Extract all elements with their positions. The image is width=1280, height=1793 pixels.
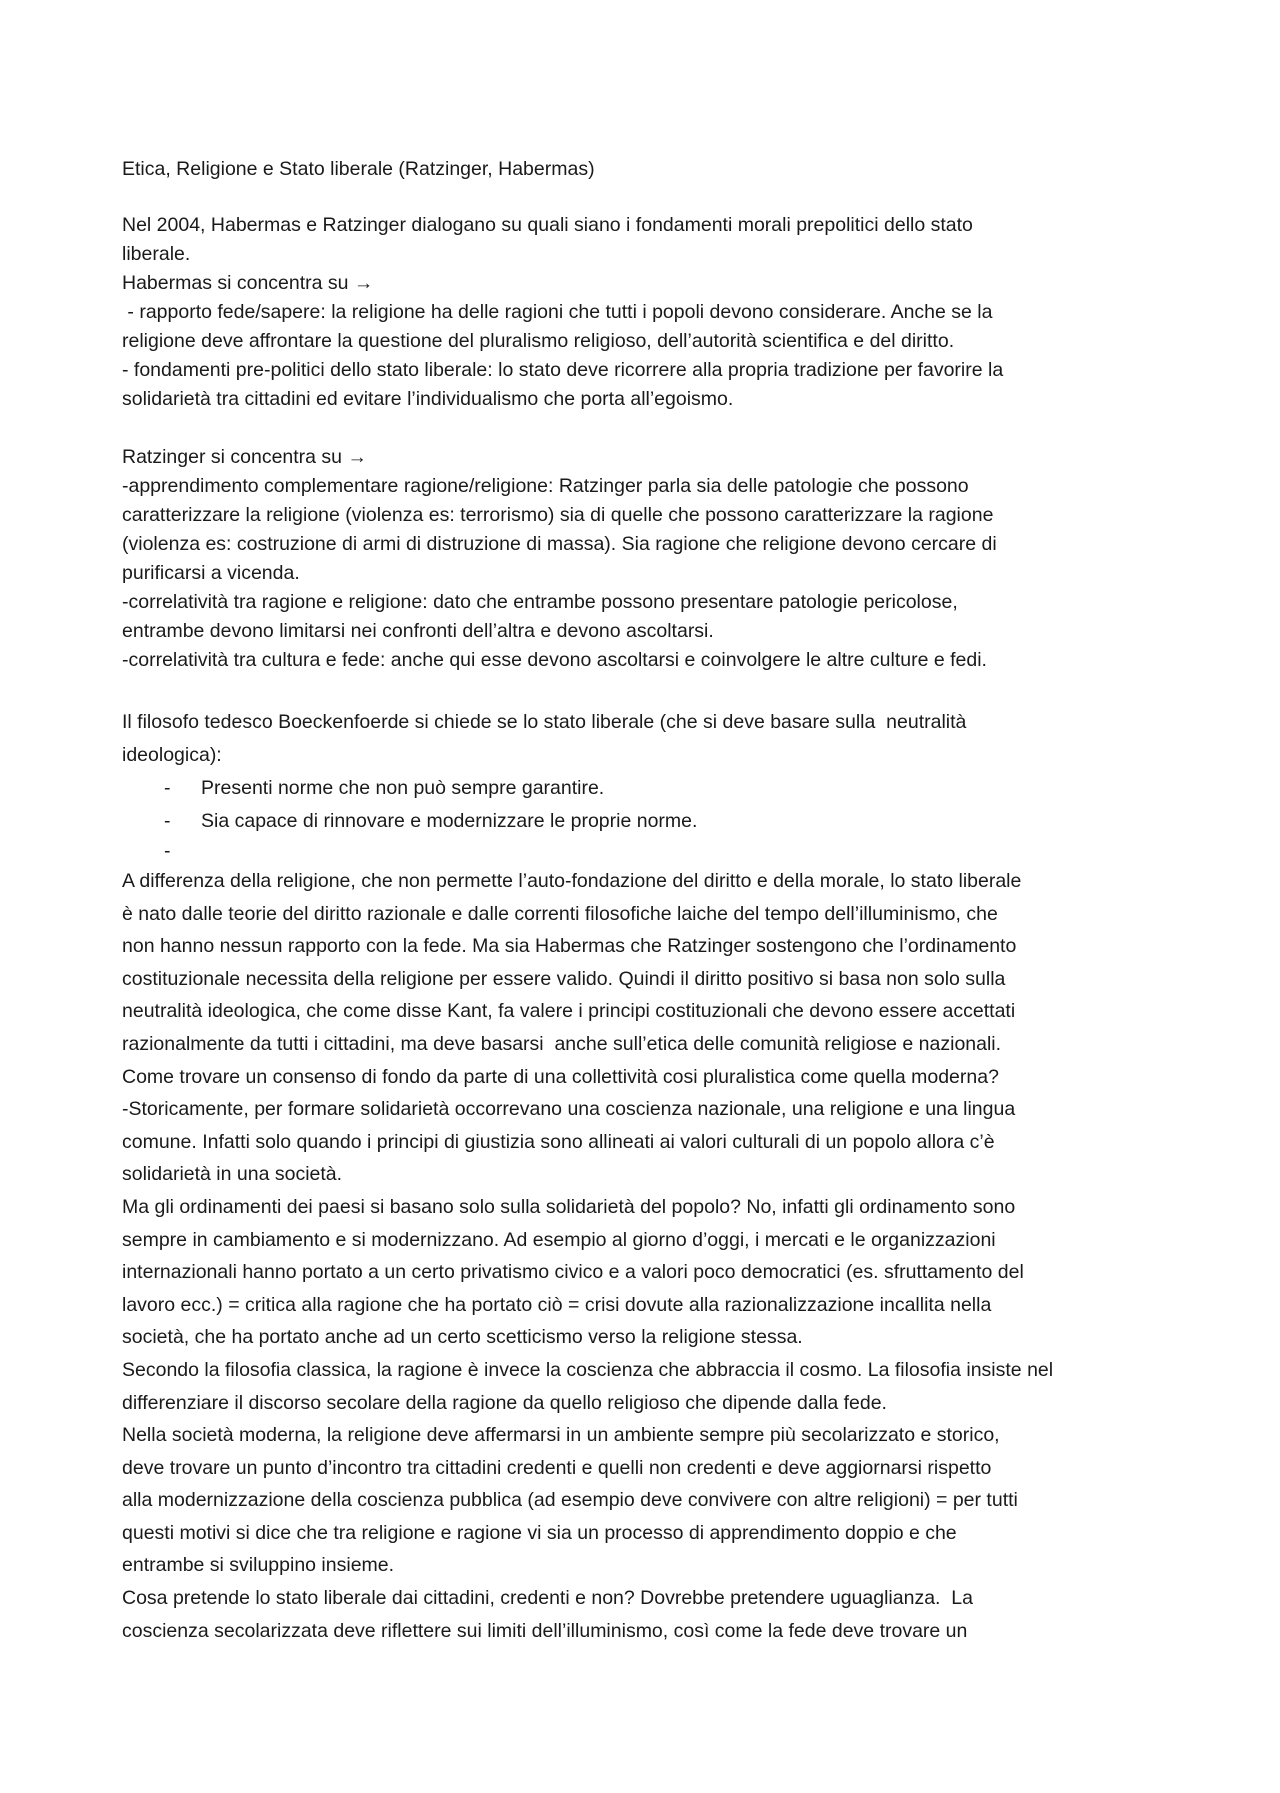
bullet-dash: -	[164, 840, 171, 862]
list-item	[164, 772, 1167, 805]
document-title: Etica, Religione e Stato liberale (Ratzinger, Habermas)	[122, 158, 595, 180]
text-line: religione deve affrontare la questione del pluralismo religioso, dell’autorità scientifica e del diritto.	[122, 330, 955, 352]
text-line: -correlatività tra ragione e religione: dato che entrambe possono presentare patologie pericolose,	[122, 591, 958, 613]
text-line: non hanno nessun rapporto con la fede. Ma sia Habermas che Ratzinger sostengono che l’ordinamento	[122, 935, 1017, 958]
text-line: -correlatività tra cultura e fede: anche qui esse devono ascoltarsi e coinvolgere le altre culture e fedi.	[122, 649, 987, 671]
text-line: neutralità ideologica, che come disse Kant, fa valere i principi costituzionali che devono essere accettati	[122, 1000, 1016, 1023]
text-line: Ratzinger si concentra su →	[122, 446, 367, 468]
text-line: purificarsi a vicenda.	[122, 562, 300, 584]
list-item-text: Sia capace di rinnovare e modernizzare le proprie norme.	[201, 810, 698, 832]
text-line: comune. Infatti solo quando i principi di giustizia sono allineati ai valori culturali di un popolo allora c’è	[122, 1130, 995, 1153]
text-line: Ma gli ordinamenti dei paesi si basano solo sulla solidarietà del popolo? No, infatti gli ordinamento sono	[122, 1195, 1016, 1218]
text-line: -Storicamente, per formare solidarietà occorrevano una coscienza nazionale, una religione e una lingua	[122, 1098, 1016, 1121]
text-line: differenziare il discorso secolare della ragione da quello religioso che dipende dalla fede.	[122, 1391, 887, 1414]
bullet-dash: -	[164, 810, 171, 832]
text-line: - rapporto fede/sapere: la religione ha delle ragioni che tutti i popoli devono considerare. Anche se la	[122, 301, 993, 323]
bullet-list	[122, 772, 1167, 865]
text-line: è nato dalle teorie del diritto razionale e dalle correnti filosofiche laiche del tempo dell’illuminismo, che	[122, 902, 998, 925]
text-line: Come trovare un consenso di fondo da parte di una collettività cosi pluralistica come quella moderna?	[122, 1065, 999, 1088]
text-line: Habermas si concentra su →	[122, 272, 374, 294]
text-line: (violenza es: costruzione di armi di distruzione di massa). Sia ragione che religione devono cercare di	[122, 533, 997, 555]
text-line: -apprendimento complementare ragione/religione: Ratzinger parla sia delle patologie che possono	[122, 475, 969, 497]
text-line: solidarietà in una società.	[122, 1163, 343, 1186]
text-line: lavoro ecc.) = critica alla ragione che ha portato ciò = crisi dovute alla razionalizzazione incallita nella	[122, 1293, 992, 1316]
text-line: costituzionale necessita della religione per essere valido. Quindi il diritto positivo si basa non solo sulla	[122, 967, 1006, 990]
list-item-text: Presenti norme che non può sempre garantire.	[201, 777, 605, 799]
document-page	[122, 155, 1167, 1647]
list-item	[164, 838, 1167, 865]
bullet-dash: -	[164, 777, 171, 799]
text-line: deve trovare un punto d’incontro tra cittadini credenti e quelli non credenti e deve aggiornarsi rispetto	[122, 1456, 992, 1479]
text-line: Nella società moderna, la religione deve affermarsi in un ambiente sempre più secolarizzato e storico,	[122, 1424, 1000, 1447]
text-line: coscienza secolarizzata deve riflettere sui limiti dell’illuminismo, così come la fede deve trovare un	[122, 1619, 968, 1642]
text-line: Il filosofo tedesco Boeckenfoerde si chiede se lo stato liberale (che si deve basare sulla neutralità	[122, 711, 967, 733]
text-line: Cosa pretende lo stato liberale dai cittadini, credenti e non? Dovrebbe pretendere uguaglianza. La	[122, 1587, 973, 1610]
text-line: - fondamenti pre-politici dello stato liberale: lo stato deve ricorrere alla propria tradizione per favorire la	[122, 359, 1004, 381]
text-line: solidarietà tra cittadini ed evitare l’individualismo che porta all’egoismo.	[122, 388, 734, 410]
text-line: Nel 2004, Habermas e Ratzinger dialogano su quali siano i fondamenti morali prepolitici dello stato	[122, 214, 973, 236]
ratzinger-section	[122, 443, 1167, 675]
paragraph-gap	[122, 675, 1167, 706]
boeckenfoerde-section	[122, 706, 1167, 865]
main-discussion-section	[122, 865, 1167, 1647]
text-line: entrambe devono limitarsi nei confronti dell’altra e devono ascoltarsi.	[122, 620, 714, 642]
text-line: liberale.	[122, 243, 191, 265]
text-line: entrambe si sviluppino insieme.	[122, 1554, 395, 1577]
habermas-section	[122, 211, 1167, 414]
text-line: A differenza della religione, che non permette l’auto-fondazione del diritto e della morale, lo stato liberale	[122, 870, 1022, 892]
text-line: ideologica):	[122, 744, 222, 766]
text-line: società, che ha portato anche ad un certo scetticismo verso la religione stessa.	[122, 1326, 803, 1349]
text-line: razionalmente da tutti i cittadini, ma deve basarsi anche sull’etica delle comunità religiose e nazionali.	[122, 1032, 1002, 1055]
text-line: alla modernizzazione della coscienza pubblica (ad esempio deve convivere con altre religioni) = per tutti	[122, 1489, 1018, 1512]
text-line: sempre in cambiamento e si modernizzano. Ad esempio al giorno d’oggi, i mercati e le organizzazioni	[122, 1228, 996, 1251]
paragraph-gap	[122, 414, 1167, 443]
text-line: caratterizzare la religione (violenza es: terrorismo) sia di quelle che possono caratterizzare la ragione	[122, 504, 994, 526]
text-line: Secondo la filosofia classica, la ragione è invece la coscienza che abbraccia il cosmo. La filosofia insiste nel	[122, 1358, 1054, 1381]
text-line: questi motivi si dice che tra religione e ragione vi sia un processo di apprendimento doppio e che	[122, 1521, 957, 1544]
list-item	[164, 805, 1167, 838]
text-line: internazionali hanno portato a un certo privatismo civico e a valori poco democratici (es. sfruttamento del	[122, 1261, 1024, 1284]
